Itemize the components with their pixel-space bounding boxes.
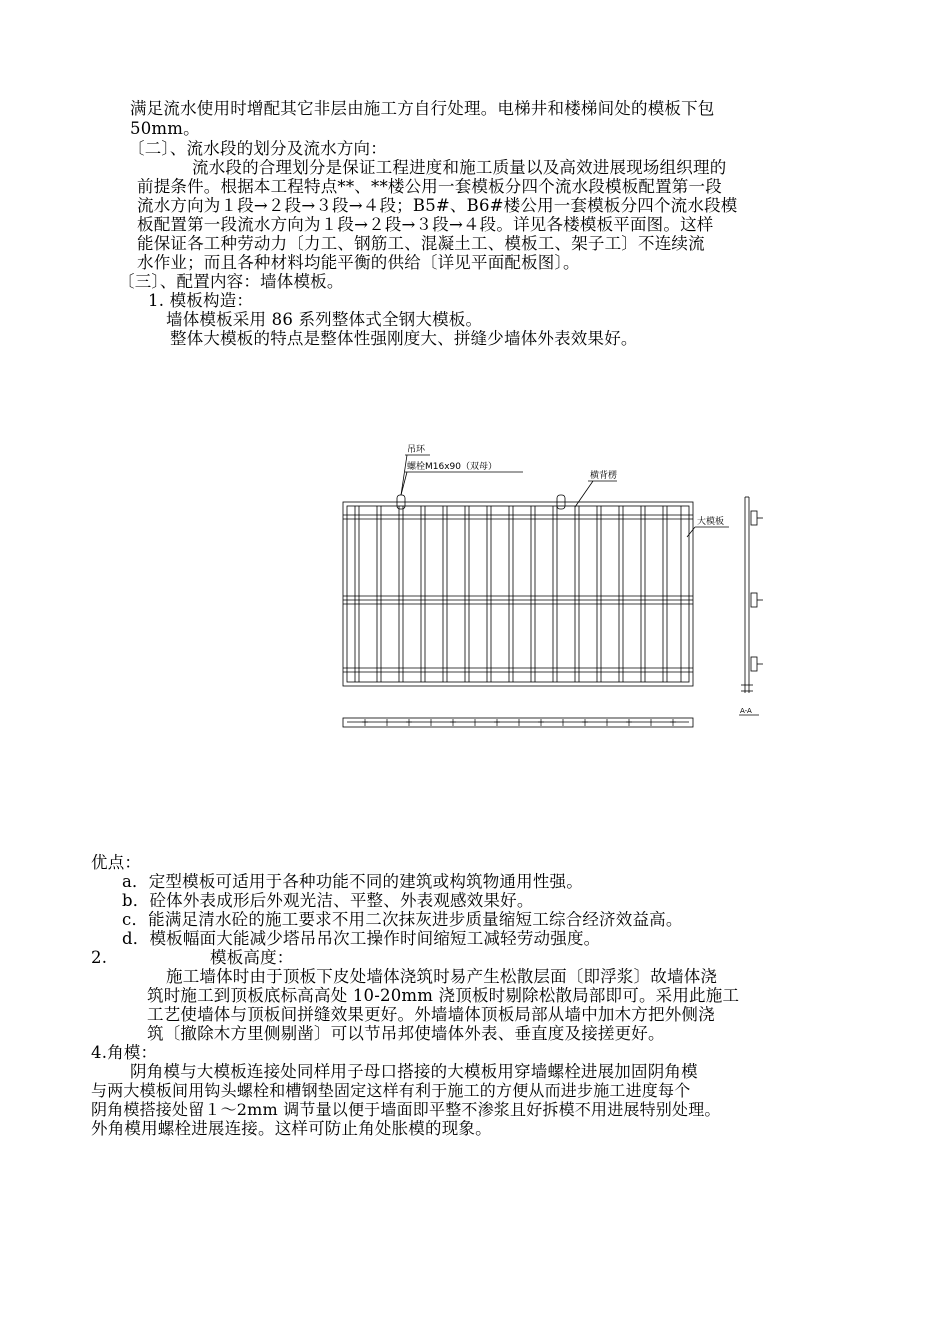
paragraph-line: 墙体模板采用 86 系列整体式全钢大模板。 bbox=[166, 310, 483, 329]
list-item: c．能满足清水砼的施工要求不用二次抹灰进步质量缩短工综合经济效益高。 bbox=[122, 910, 683, 929]
paragraph-line: 与两大模板间用钩头螺栓和槽钢垫固定这样有利于施工的方便从而进步施工进度每个 bbox=[91, 1081, 691, 1100]
subsection-heading: 模板高度： bbox=[210, 948, 294, 967]
paragraph-line: 施工墙体时由于顶板下皮处墙体浇筑时易产生松散层面〔即浮浆〕故墙体浇 bbox=[166, 967, 718, 986]
paragraph-line: 整体大模板的特点是整体性强刚度大、拼缝少墙体外表效果好。 bbox=[170, 329, 638, 348]
subsection-heading: 4.角模： bbox=[91, 1043, 158, 1062]
paragraph-line: 筑〔撤除木方里侧剔凿〕可以节吊邦使墙体外表、垂直度及接搓更好。 bbox=[147, 1024, 665, 1043]
paragraph-line: 筑时施工到顶板底标高高处 10-20mm 浇顶板时剔除松散局部即可。采用此施工 bbox=[147, 986, 740, 1005]
bolt-label: 螺栓M16x90（双母） bbox=[407, 462, 497, 472]
subsection-number: 2. bbox=[91, 948, 108, 967]
paragraph-line: 流水段的合理划分是保证工程进度和施工质量以及高效进展现场组织理的 bbox=[192, 158, 727, 177]
formwork-drawing-svg bbox=[335, 435, 775, 735]
subsection-heading: 1. 模板构造： bbox=[148, 291, 254, 310]
panel-label: 大模板 bbox=[697, 517, 725, 527]
paragraph-line: 阴角模与大模板连接处同样用子母口搭接的大模板用穿墙螺栓进展加固阴角模 bbox=[130, 1062, 698, 1081]
channel-label: 横背楞 bbox=[590, 471, 618, 481]
paragraph-line: 阴角模搭接处留１～2mm 调节量以便于墙面即平整不渗浆且好拆模不用进展特别处理。 bbox=[91, 1100, 721, 1119]
section-heading: 〔二〕、流水段的划分及流水方向： bbox=[128, 139, 387, 158]
paragraph-line: 50mm。 bbox=[130, 119, 200, 138]
paragraph-line: 流水方向为１段→２段→３段→４段；B5#、B6#楼公用一套模板分四个流水段模 bbox=[137, 196, 738, 215]
section-label: A-A bbox=[740, 707, 752, 715]
paragraph-line: 水作业；而且各种材料均能平衡的供给〔详见平面配板图〕。 bbox=[137, 253, 580, 272]
paragraph-line: 前提条件。根据本工程特点**、**楼公用一套模板分四个流水段模板配置第一段 bbox=[137, 177, 722, 196]
subsection-heading: 优点： bbox=[91, 853, 142, 872]
list-item: a．定型模板可适用于各种功能不同的建筑或构筑物通用性强。 bbox=[122, 872, 583, 891]
hook-label: 吊环 bbox=[407, 445, 426, 455]
paragraph-line: 满足流水使用时增配其它非层由施工方自行处理。电梯井和楼梯间处的模板下包 bbox=[130, 99, 715, 118]
formwork-drawing bbox=[335, 435, 775, 735]
list-item: b．砼体外表成形后外观光洁、平整、外表观感效果好。 bbox=[122, 891, 534, 910]
paragraph-line: 外角模用螺栓进展连接。这样可防止角处胀模的现象。 bbox=[91, 1119, 492, 1138]
list-item: d．模板幅面大能减少塔吊吊次工操作时间缩短工减轻劳动强度。 bbox=[122, 929, 601, 948]
paragraph-line: 工艺使墙体与顶板间拼缝效果更好。外墙墙体顶板局部从墙中加木方把外侧浇 bbox=[147, 1005, 715, 1024]
section-heading: 〔三〕、配置内容：墙体模板。 bbox=[118, 272, 344, 291]
paragraph-line: 板配置第一段流水方向为１段→２段→３段→４段。详见各楼模板平面图。这样 bbox=[137, 215, 714, 234]
paragraph-line: 能保证各工种劳动力〔力工、钢筋工、混凝土工、模板工、架子工〕不连续流 bbox=[137, 234, 705, 253]
